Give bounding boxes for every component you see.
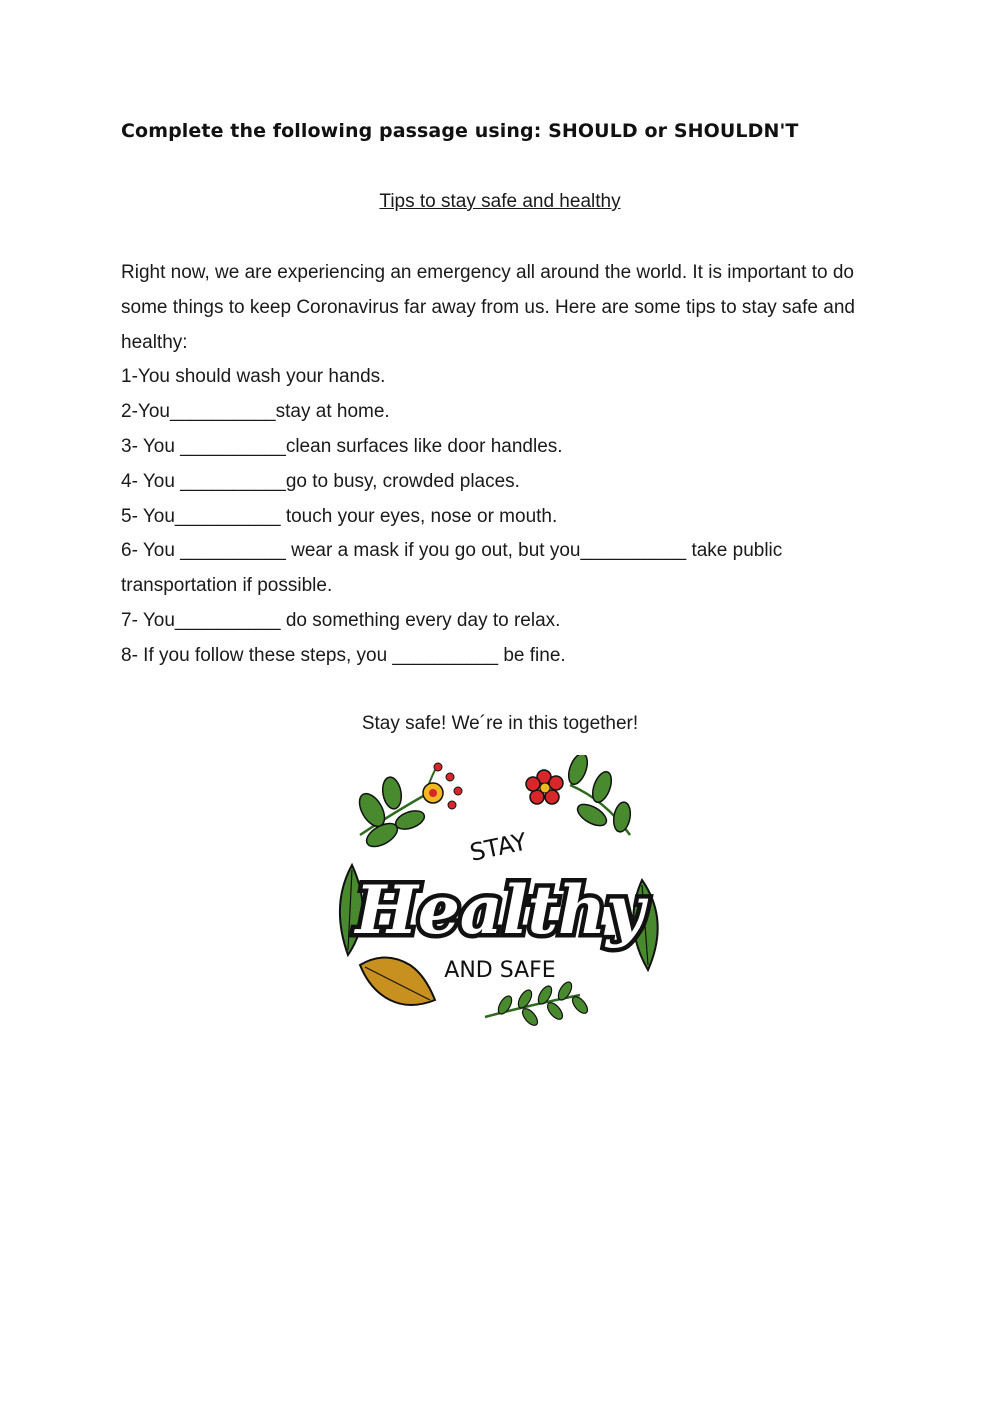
flower-top-right bbox=[526, 770, 563, 804]
stay-healthy-logo bbox=[330, 755, 670, 1030]
logo-word-stay: STAY bbox=[467, 827, 530, 867]
tip-item-3: 3- You __________clean surfaces like door handles. bbox=[121, 435, 563, 457]
tip-item-5: 5- You__________ touch your eyes, nose or mouth. bbox=[121, 505, 558, 527]
tip-item-6: 6- You __________ wear a mask if you go out, but you__________ take public transportation if possible. bbox=[121, 540, 783, 597]
worksheet-heading: Complete the following passage using: SHOULD or SHOULDN'T bbox=[121, 120, 799, 142]
intro-paragraph: Right now, we are experiencing an emergency all around the world. It is important to do some things to keep Coronavirus far away from us. Here are some tips to stay safe and healthy: bbox=[121, 262, 855, 353]
tip-item-2: 2-You__________stay at home. bbox=[121, 401, 390, 423]
leaf-branch-bottom-right bbox=[485, 980, 590, 1028]
leaf-branch-top-left bbox=[354, 776, 426, 852]
oak-leaf-bottom-left bbox=[360, 958, 435, 1006]
tip-item-7: 7- You__________ do something every day to relax. bbox=[121, 609, 561, 631]
passage-body bbox=[121, 256, 881, 674]
closing-line: Stay safe! We´re in this together! bbox=[361, 713, 639, 734]
logo-words-and-safe: AND SAFE bbox=[444, 958, 556, 983]
flower-top-left bbox=[423, 763, 462, 809]
tip-item-4: 4- You __________go to busy, crowded places. bbox=[121, 470, 520, 492]
leaf-branch-top-right bbox=[565, 755, 632, 835]
passage-title: Tips to stay safe and healthy bbox=[379, 191, 621, 212]
tip-item-1: 1-You should wash your hands. bbox=[121, 366, 386, 388]
logo-word-healthy: Healthy bbox=[355, 871, 645, 949]
tip-item-8: 8- If you follow these steps, you __________ be fine. bbox=[121, 644, 566, 666]
